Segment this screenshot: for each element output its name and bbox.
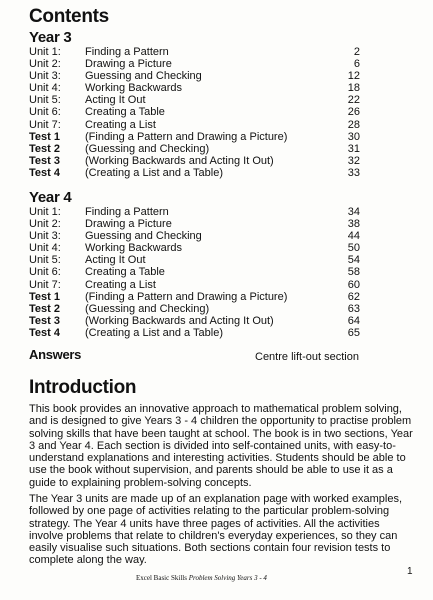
contents-row-title: Drawing a Picture bbox=[85, 58, 172, 71]
contents-row-page-number: 2 bbox=[353, 46, 360, 58]
contents-row-page-number: 30 bbox=[347, 130, 360, 143]
contents-row-page-number: 65 bbox=[347, 326, 360, 339]
contents-row-label: Unit 4: bbox=[29, 242, 61, 255]
contents-row-title: Creating a Table bbox=[85, 106, 165, 119]
contents-row-label: Test 4 bbox=[29, 166, 60, 179]
year3-contents-row bbox=[29, 143, 360, 155]
contents-row-page-number: 6 bbox=[353, 58, 360, 71]
contents-row-label: Unit 5: bbox=[29, 94, 61, 107]
year4-contents-list bbox=[29, 206, 360, 339]
contents-row-title: Creating a Table bbox=[85, 266, 165, 279]
contents-row-title: Creating a List bbox=[85, 118, 156, 131]
contents-row-page-number: 22 bbox=[347, 94, 360, 107]
contents-row-page-number: 12 bbox=[347, 70, 360, 83]
year4-contents-row bbox=[29, 291, 360, 303]
year4-heading: Year 4 bbox=[29, 189, 72, 206]
contents-row-title: (Creating a List and a Table) bbox=[85, 166, 223, 179]
year4-contents-row bbox=[29, 206, 360, 218]
contents-row-label: Unit 7: bbox=[29, 278, 61, 291]
contents-row-label: Test 2 bbox=[29, 302, 60, 315]
contents-row-title: (Working Backwards and Acting It Out) bbox=[85, 314, 274, 327]
contents-row-title: Working Backwards bbox=[85, 242, 182, 255]
year4-contents-row bbox=[29, 218, 360, 230]
contents-row-label: Unit 1: bbox=[29, 206, 61, 218]
year4-contents-row bbox=[29, 266, 360, 278]
contents-row-label: Unit 7: bbox=[29, 118, 61, 131]
contents-row-label: Test 3 bbox=[29, 314, 60, 327]
contents-row-label: Test 1 bbox=[29, 290, 60, 303]
contents-row-page-number: 62 bbox=[347, 290, 360, 303]
answers-location-note: Centre lift-out section bbox=[255, 351, 359, 363]
contents-row-label: Unit 6: bbox=[29, 266, 61, 279]
contents-row-label: Unit 5: bbox=[29, 254, 61, 267]
contents-row-page-number: 31 bbox=[347, 142, 360, 155]
contents-row-label: Unit 3: bbox=[29, 70, 61, 83]
contents-row-title: (Finding a Pattern and Drawing a Picture) bbox=[85, 290, 288, 303]
contents-row-title: Working Backwards bbox=[85, 82, 182, 95]
contents-row-label: Unit 6: bbox=[29, 106, 61, 119]
footer-book-title: Problem Solving Years 3 - 4 bbox=[188, 574, 267, 582]
contents-row-title: Creating a List bbox=[85, 278, 156, 291]
contents-row-page-number: 60 bbox=[347, 278, 360, 291]
contents-row-title: Drawing a Picture bbox=[85, 218, 172, 231]
contents-row-label: Unit 2: bbox=[29, 58, 61, 71]
year4-contents-row bbox=[29, 230, 360, 242]
contents-row-title: Finding a Pattern bbox=[85, 206, 169, 218]
year4-contents-row bbox=[29, 242, 360, 254]
contents-row-page-number: 32 bbox=[347, 154, 360, 167]
contents-row-page-number: 38 bbox=[347, 218, 360, 231]
year4-contents-row bbox=[29, 254, 360, 266]
contents-row-page-number: 18 bbox=[347, 82, 360, 95]
contents-row-title: (Guessing and Checking) bbox=[85, 302, 210, 315]
contents-row-page-number: 44 bbox=[347, 230, 360, 243]
year3-contents-row bbox=[29, 58, 360, 70]
year3-contents-row bbox=[29, 94, 360, 106]
contents-row-page-number: 34 bbox=[347, 206, 360, 218]
contents-row-label: Test 3 bbox=[29, 154, 60, 167]
year3-contents-row bbox=[29, 119, 360, 131]
contents-row-title: Acting It Out bbox=[85, 254, 146, 267]
contents-row-title: (Guessing and Checking) bbox=[85, 142, 210, 155]
contents-row-label: Unit 4: bbox=[29, 82, 61, 95]
year3-contents-row bbox=[29, 131, 360, 143]
year3-contents-row bbox=[29, 70, 360, 82]
contents-row-label: Test 4 bbox=[29, 326, 60, 339]
contents-heading: Contents bbox=[29, 6, 109, 27]
contents-row-title: (Working Backwards and Acting It Out) bbox=[85, 154, 274, 167]
contents-row-title: (Creating a List and a Table) bbox=[85, 326, 223, 339]
page-footer bbox=[136, 574, 267, 582]
year4-contents-row bbox=[29, 303, 360, 315]
contents-row-page-number: 54 bbox=[347, 254, 360, 267]
contents-row-page-number: 63 bbox=[347, 302, 360, 315]
year4-contents-row bbox=[29, 315, 360, 327]
answers-heading: Answers bbox=[29, 347, 82, 362]
contents-row-label: Unit 2: bbox=[29, 218, 61, 231]
contents-row-title: Finding a Pattern bbox=[85, 46, 169, 58]
contents-row-label: Unit 1: bbox=[29, 46, 61, 58]
contents-row-page-number: 28 bbox=[347, 118, 360, 131]
year3-contents-row bbox=[29, 106, 360, 118]
year3-heading: Year 3 bbox=[29, 29, 72, 46]
year3-contents-row bbox=[29, 155, 360, 167]
footer-series: Excel Basic Skills bbox=[136, 574, 187, 582]
contents-row-page-number: 26 bbox=[347, 106, 360, 119]
year3-contents-row bbox=[29, 82, 360, 94]
contents-row-label: Test 2 bbox=[29, 142, 60, 155]
year3-contents-list bbox=[29, 46, 360, 179]
contents-row-title: Guessing and Checking bbox=[85, 230, 202, 243]
introduction-paragraph-2: The Year 3 units are made up of an explanation page with worked examples, followed by one page of activities relating to the particular problem-solving strategy. The Year 4 units have three pages of activities. All the activities involve problems that relate to children's everyday experiences, so they can easily visualise such situations. Both sections contain four revision tests to complete along the way. bbox=[29, 493, 403, 567]
year4-contents-row bbox=[29, 327, 360, 339]
contents-row-title: Acting It Out bbox=[85, 94, 146, 107]
contents-row-page-number: 58 bbox=[347, 266, 360, 279]
year4-contents-row bbox=[29, 279, 360, 291]
contents-row-page-number: 64 bbox=[347, 314, 360, 327]
contents-row-title: Guessing and Checking bbox=[85, 70, 202, 83]
year3-contents-row bbox=[29, 46, 360, 58]
page-number: 1 bbox=[407, 566, 413, 577]
year3-contents-row bbox=[29, 167, 360, 179]
contents-row-page-number: 33 bbox=[347, 166, 360, 179]
contents-row-title: (Finding a Pattern and Drawing a Picture) bbox=[85, 130, 288, 143]
contents-row-label: Unit 3: bbox=[29, 230, 61, 243]
introduction-heading: Introduction bbox=[29, 377, 137, 398]
contents-row-label: Test 1 bbox=[29, 130, 60, 143]
introduction-paragraph-1: This book provides an innovative approach to mathematical problem solving, and is designed to give Years 3 - 4 children the opportunity to practise problem solving skills that have been taught at school. The book is in two sections, Year 3 and Year 4. Each section is divided into self-contained units, with easy-to-understand explanations and interesting activities. Students should be able to use the book without supervision, and parents should be able to use it as a guide to explaining problem-solving concepts. bbox=[29, 403, 413, 489]
contents-row-page-number: 50 bbox=[347, 242, 360, 255]
